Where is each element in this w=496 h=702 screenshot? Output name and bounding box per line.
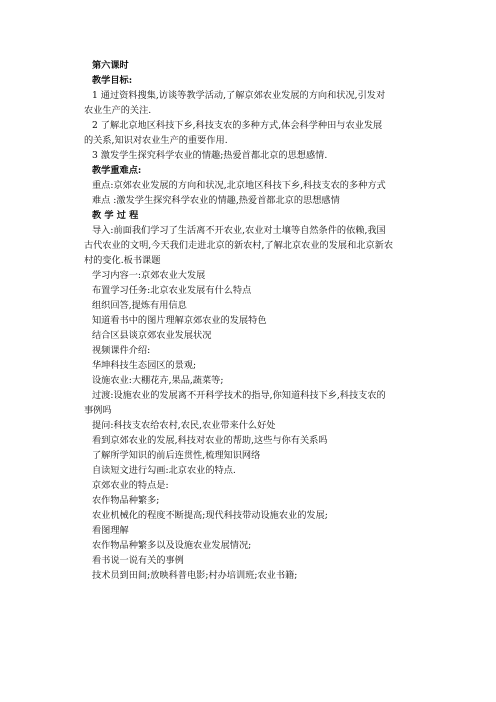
objective-2: 2 了解北京地区科技下乡,科技支农的多种方式,体会科学种田与农业发展 的关系,知识对农业生产的重要作用. (84, 120, 383, 146)
content-line: 了解所学知识的前后连贯性,梳理知识网络 (92, 450, 261, 461)
content-line: 结合区县谈京郊农业发展状况 (92, 330, 212, 341)
content-line: 农业机械化的程度不断提高;现代科技带动设施农业的发展; (92, 510, 328, 521)
content-line: 布置学习任务:北京农业发展有什么特点 (92, 285, 252, 296)
objective-1: 1 通过资料搜集,访谈等教学活动,了解京郊农业发展的方向和状况,引发对 农业生产的关注. (84, 90, 386, 116)
content-line: 农作物品种繁多以及设施农业发展情况; (92, 540, 252, 551)
difficulty: 难点 :激发学生探究科学农业的情趣,热爱首都北京的思想感情 (92, 195, 340, 206)
content-line: 京郊农业的特点是: (92, 480, 169, 491)
document-page (84, 58, 436, 583)
content-line: 学习内容一:京郊农业大发展 (92, 270, 206, 281)
lesson-title: 第六课时 (92, 60, 129, 71)
key-point: 重点:京郊农业发展的方向和状况,北京地区科技下乡,科技支农的多种方式 (92, 180, 386, 191)
content-line: 看书说一说有关的事例 (92, 555, 184, 566)
key-points-heading: 教学重难点: (92, 165, 142, 176)
objective-3: 3 激发学生探究科学农业的情趣;热爱首都北京的思想感情. (92, 150, 328, 161)
transition-paragraph: 过渡:设施农业的发展离不开科学技术的指导,你知道科技下乡,科技支农的 事例吗 (84, 390, 386, 416)
content-line: 技术员到田间;放映科普电影;村办培训班;农业书籍; (92, 570, 298, 581)
content-line: 看图理解 (92, 525, 129, 536)
process-heading: 教 学 过 程 (92, 210, 139, 221)
objectives-heading: 教学目标: (92, 75, 133, 86)
content-line: 设施农业:大棚花卉,果品,蔬菜等; (92, 375, 224, 386)
content-line: 农作物品种繁多; (92, 495, 160, 506)
content-line: 自读短文进行勾画:北京农业的特点. (92, 465, 236, 476)
content-line: 华坤科技生态园区的景观; (92, 360, 197, 371)
intro-paragraph: 导入:前面我们学习了生活离不开农业,农业对土壤等自然条件的依赖,我国 古代农业的文明,今天我们走进北京的新农村,了解北京农业的发展和北京新农 村的变化.板书课题 (84, 225, 394, 266)
content-line: 视频课件介绍: (92, 345, 151, 356)
content-line: 组织回答,提炼有用信息 (92, 300, 187, 311)
content-line: 知道看书中的图片理解京郊农业的发展特色 (92, 315, 267, 326)
content-line: 看到京郊农业的发展,科技对农业的帮助,这些与你有关系吗 (92, 435, 328, 446)
content-line: 提问:科技支农给农村,农民,农业带来什么好处 (92, 420, 276, 431)
